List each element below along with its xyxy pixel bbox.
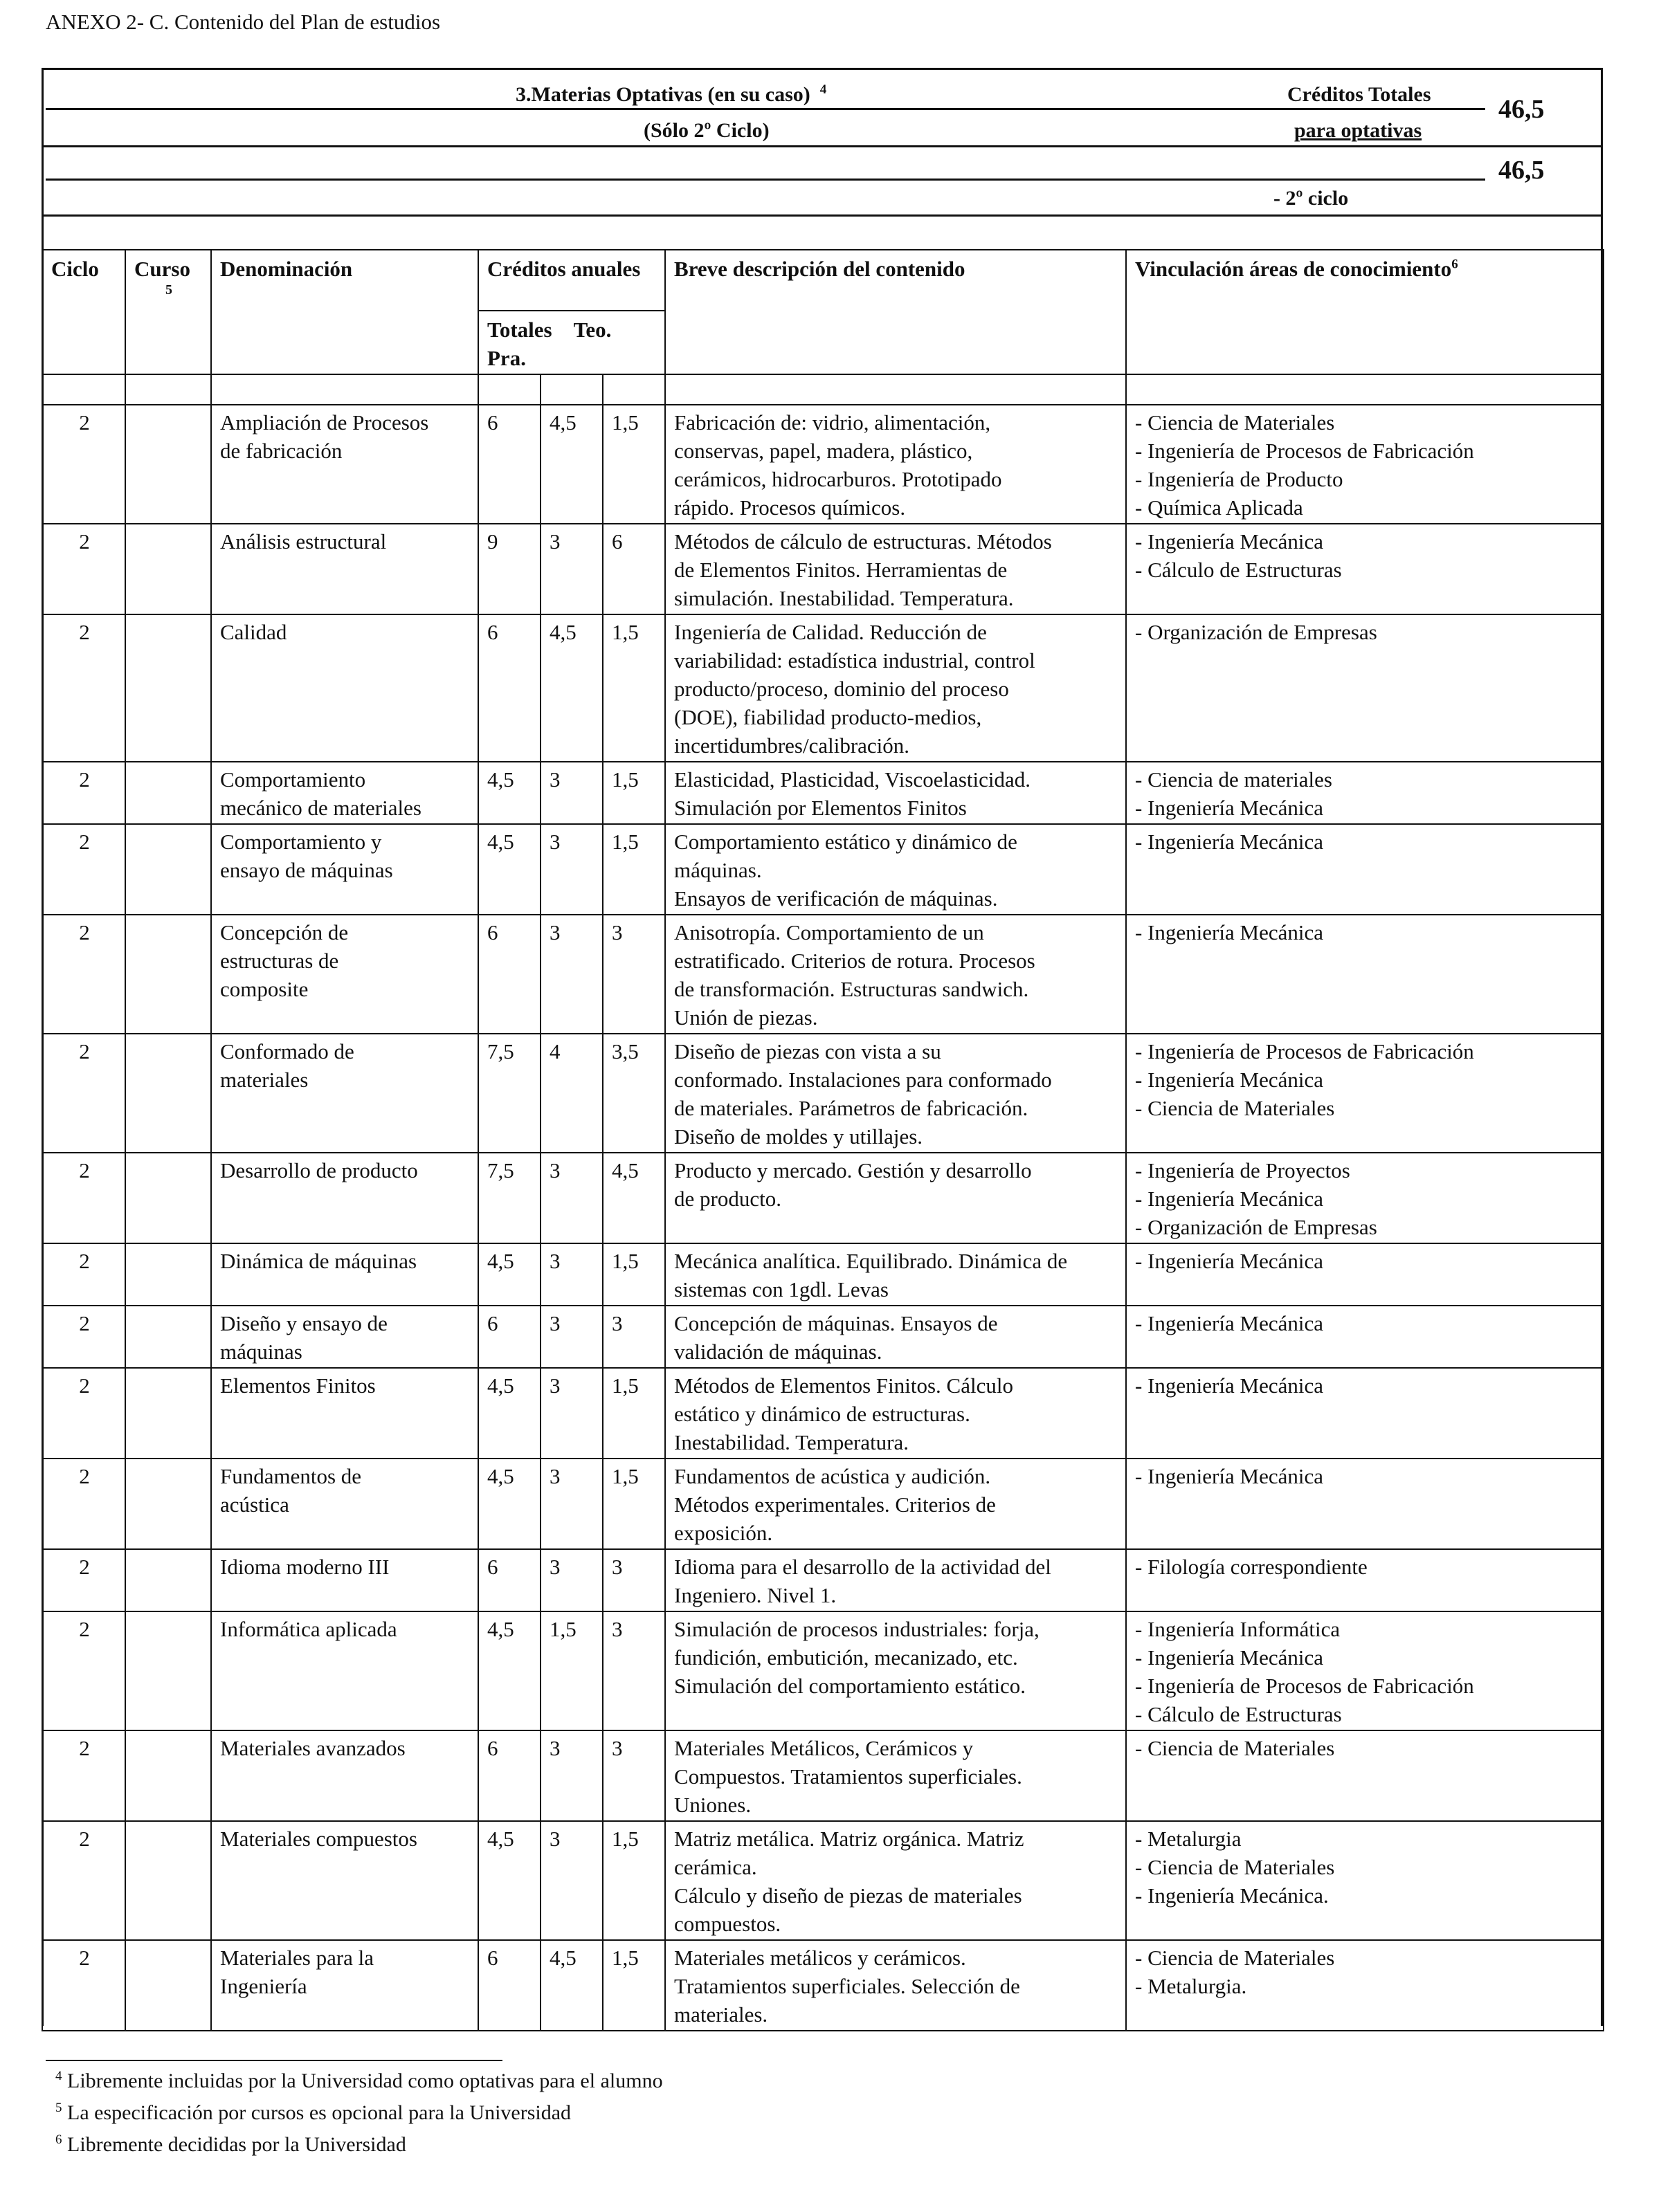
teo-cell: 3 — [541, 1459, 603, 1549]
descripcion-cell-line: producto/proceso, dominio del proceso — [674, 677, 1009, 701]
curso-cell — [125, 1611, 211, 1730]
spacer-row — [42, 374, 1604, 405]
vinculacion-cell — [1126, 614, 1604, 762]
descripcion-cell-line: máquinas. — [674, 858, 762, 882]
totales-cell: 7,5 — [478, 1153, 541, 1243]
denominacion-cell — [211, 524, 478, 614]
descripcion-cell-line: Uniones. — [674, 1793, 752, 1817]
table-row — [42, 1368, 1604, 1459]
table-row — [42, 824, 1604, 915]
descripcion-cell-line: Producto y mercado. Gestión y desarrollo — [674, 1158, 1032, 1182]
credits-label: para optativas — [1294, 119, 1422, 142]
table-row — [42, 1243, 1604, 1306]
vinculacion-cell-line: - Ingeniería de Procesos de Fabricación — [1135, 1039, 1474, 1063]
descripcion-cell — [665, 915, 1126, 1034]
descripcion-cell-line: de materiales. Parámetros de fabricación. — [674, 1096, 1028, 1120]
descripcion-cell — [665, 1730, 1126, 1821]
totales-cell: 9 — [478, 524, 541, 614]
descripcion-cell-line: fundición, embutición, mecanizado, etc. — [674, 1645, 1018, 1670]
teo-cell: 1,5 — [541, 1611, 603, 1730]
table-row — [42, 1034, 1604, 1153]
curso-cell — [125, 1368, 211, 1459]
section-title: 3.Materias Optativas (en su caso) $^4$ — [516, 82, 827, 106]
footnote-rule — [46, 2060, 502, 2061]
descripcion-cell — [665, 1611, 1126, 1730]
denominacion-cell — [211, 824, 478, 915]
credit-subheads: Totales Teo. Pra. — [478, 311, 665, 374]
totales-cell: 6 — [478, 614, 541, 762]
curso-cell — [125, 1306, 211, 1368]
denominacion-cell-line: máquinas — [220, 1340, 302, 1364]
table-row — [42, 1730, 1604, 1821]
pra-cell: 1,5 — [603, 1368, 665, 1459]
vinculacion-cell — [1126, 1459, 1604, 1549]
vinculacion-cell-line: - Ciencia de materiales — [1135, 767, 1332, 792]
descripcion-cell-line: Ensayos de verificación de máquinas. — [674, 886, 998, 911]
pra-cell: 3 — [603, 1611, 665, 1730]
vinculacion-cell-line: - Química Aplicada — [1135, 495, 1303, 520]
ciclo-cell: 2 — [42, 405, 125, 524]
curso-cell — [125, 1821, 211, 1940]
totales-cell: 6 — [478, 915, 541, 1034]
descripcion-cell-line: cerámica. — [674, 1855, 757, 1879]
ciclo-cell: 2 — [42, 1730, 125, 1821]
table-row — [42, 915, 1604, 1034]
descripcion-cell-line: Diseño de moldes y utillajes. — [674, 1124, 923, 1149]
vinculacion-cell — [1126, 824, 1604, 915]
vinculacion-cell-line: - Ingeniería Informática — [1135, 1617, 1341, 1641]
vinculacion-cell-line: - Organización de Empresas — [1135, 1215, 1377, 1239]
vinculacion-cell-line: - Ingeniería Mecánica. — [1135, 1883, 1329, 1908]
descripcion-cell-line: Métodos de Elementos Finitos. Cálculo — [674, 1373, 1013, 1398]
totales-cell: 7,5 — [478, 1034, 541, 1153]
denominacion-cell-line: Calidad — [220, 620, 287, 644]
denominacion-cell-line: Materiales avanzados — [220, 1736, 406, 1760]
denominacion-cell-line: Desarrollo de producto — [220, 1158, 418, 1182]
vinculacion-cell-line: - Ciencia de Materiales — [1135, 410, 1335, 435]
vinculacion-cell — [1126, 762, 1604, 824]
pra-cell: 1,5 — [603, 405, 665, 524]
descripcion-cell-line: Fundamentos de acústica y audición. — [674, 1464, 991, 1488]
pra-cell: 3 — [603, 1549, 665, 1611]
denominacion-cell-line: Informática aplicada — [220, 1617, 397, 1641]
descripcion-cell-line: Unión de piezas. — [674, 1005, 818, 1030]
vinculacion-cell-line: - Ingeniería Mecánica — [1135, 1373, 1323, 1398]
descripcion-cell — [665, 1153, 1126, 1243]
pra-cell: 1,5 — [603, 1821, 665, 1940]
denominacion-cell — [211, 1243, 478, 1306]
descripcion-cell — [665, 1034, 1126, 1153]
table-row — [42, 1306, 1604, 1368]
denominacion-cell-line: acústica — [220, 1492, 289, 1517]
descripcion-cell-line: de producto. — [674, 1187, 781, 1211]
credits-label: Créditos Totales — [1287, 83, 1431, 106]
descripcion-cell-line: de Elementos Finitos. Herramientas de — [674, 558, 1008, 582]
denominacion-cell-line: Materiales para la — [220, 1946, 374, 1970]
subjects-body — [42, 405, 1604, 2031]
pra-cell: 1,5 — [603, 1940, 665, 2031]
descripcion-cell-line: Materiales metálicos y cerámicos. — [674, 1946, 966, 1970]
curso-cell — [125, 762, 211, 824]
descripcion-cell-line: conformado. Instalaciones para conformado — [674, 1068, 1052, 1092]
denominacion-cell-line: Análisis estructural — [220, 529, 387, 554]
descripcion-cell-line: incertidumbres/calibración. — [674, 733, 910, 758]
teo-cell: 3 — [541, 1368, 603, 1459]
denominacion-cell-line: Diseño y ensayo de — [220, 1311, 388, 1335]
vinculacion-cell-line: - Ingeniería Mecánica — [1135, 796, 1323, 820]
vinculacion-cell — [1126, 1153, 1604, 1243]
footnote-ref: 5 — [165, 282, 172, 298]
vinculacion-cell — [1126, 1243, 1604, 1306]
totales-cell: 6 — [478, 1549, 541, 1611]
descripcion-cell — [665, 1821, 1126, 1940]
teo-cell: 3 — [541, 524, 603, 614]
table-row — [42, 1821, 1604, 1940]
vinculacion-cell-line: - Ingeniería Mecánica — [1135, 830, 1323, 854]
header-rule — [42, 214, 1603, 217]
table-row — [42, 1459, 1604, 1549]
descripcion-cell-line: Compuestos. Tratamientos superficiales. — [674, 1764, 1022, 1789]
ciclo-cell: 2 — [42, 1368, 125, 1459]
totales-cell: 4,5 — [478, 1459, 541, 1549]
vinculacion-cell — [1126, 524, 1604, 614]
curso-cell — [125, 524, 211, 614]
totales-cell: 4,5 — [478, 1243, 541, 1306]
descripcion-cell-line: variabilidad: estadística industrial, control — [674, 648, 1035, 673]
totales-cell: 4,5 — [478, 1368, 541, 1459]
descripcion-cell — [665, 524, 1126, 614]
denominacion-cell — [211, 1459, 478, 1549]
vinculacion-cell — [1126, 405, 1604, 524]
curso-cell — [125, 1034, 211, 1153]
ciclo-cell: 2 — [42, 1611, 125, 1730]
pra-cell: 3 — [603, 1730, 665, 1821]
descripcion-cell-line: sistemas con 1gdl. Levas — [674, 1277, 889, 1301]
header-rule — [46, 179, 1485, 181]
denominacion-cell-line: Comportamiento y — [220, 830, 382, 854]
teo-cell: 4,5 — [541, 614, 603, 762]
denominacion-cell — [211, 1034, 478, 1153]
curso-cell — [125, 1549, 211, 1611]
curso-cell — [125, 1153, 211, 1243]
descripcion-cell — [665, 1549, 1126, 1611]
vinculacion-cell-line: - Ingeniería Mecánica — [1135, 1311, 1323, 1335]
vinculacion-cell-line: - Ingeniería de Producto — [1135, 467, 1343, 491]
descripcion-cell — [665, 405, 1126, 524]
denominacion-cell-line: composite — [220, 977, 309, 1001]
descripcion-cell-line: materiales. — [674, 2002, 768, 2027]
vinculacion-cell-line: - Organización de Empresas — [1135, 620, 1377, 644]
totales-cell: 6 — [478, 1306, 541, 1368]
total-credits-cycle: 46,5 — [1498, 156, 1545, 185]
denominacion-cell — [211, 1368, 478, 1459]
col-descripcion: Breve descripción del contenido — [665, 250, 1126, 374]
ciclo-cell: 2 — [42, 915, 125, 1034]
descripcion-cell-line: Fabricación de: vidrio, alimentación, — [674, 410, 991, 435]
totales-cell: 6 — [478, 405, 541, 524]
vinculacion-cell-line: - Metalurgia — [1135, 1827, 1242, 1851]
denominacion-cell — [211, 1549, 478, 1611]
descripcion-cell-line: estratificado. Criterios de rotura. Procesos — [674, 949, 1035, 973]
curso-cell — [125, 915, 211, 1034]
descripcion-cell — [665, 1368, 1126, 1459]
ciclo-cell: 2 — [42, 1034, 125, 1153]
vinculacion-cell-line: - Cálculo de Estructuras — [1135, 558, 1342, 582]
descripcion-cell-line: validación de máquinas. — [674, 1340, 882, 1364]
annex-title: ANEXO 2- C. Contenido del Plan de estudios — [46, 10, 441, 34]
denominacion-cell-line: Elementos Finitos — [220, 1373, 376, 1398]
descripcion-cell-line: Idioma para el desarrollo de la actividad del — [674, 1555, 1051, 1579]
teo-cell: 3 — [541, 915, 603, 1034]
ciclo-cell: 2 — [42, 762, 125, 824]
denominacion-cell — [211, 614, 478, 762]
vinculacion-cell-line: - Cálculo de Estructuras — [1135, 1702, 1342, 1726]
denominacion-cell — [211, 1153, 478, 1243]
teo-cell: 4,5 — [541, 1940, 603, 2031]
descripcion-cell-line: Concepción de máquinas. Ensayos de — [674, 1311, 998, 1335]
curso-cell — [125, 405, 211, 524]
ciclo-cell: 2 — [42, 1821, 125, 1940]
totales-cell: 4,5 — [478, 1611, 541, 1730]
denominacion-cell-line: Materiales compuestos — [220, 1827, 417, 1851]
vinculacion-cell-line: - Ingeniería Mecánica — [1135, 1249, 1323, 1273]
total-credits: 46,5 — [1498, 95, 1545, 124]
descripcion-cell-line: Matriz metálica. Matriz orgánica. Matriz — [674, 1827, 1024, 1851]
pra-cell: 1,5 — [603, 762, 665, 824]
col-ciclo: Ciclo — [42, 250, 125, 374]
descripcion-cell — [665, 1243, 1126, 1306]
pra-cell: 1,5 — [603, 1243, 665, 1306]
descripcion-cell-line: Cálculo y diseño de piezas de materiales — [674, 1883, 1022, 1908]
denominacion-cell — [211, 1821, 478, 1940]
footnote-ref: 6 — [1451, 257, 1458, 272]
vinculacion-cell-line: - Ciencia de Materiales — [1135, 1096, 1335, 1120]
denominacion-cell-line: Fundamentos de — [220, 1464, 362, 1488]
header-rule — [46, 108, 1485, 110]
teo-cell: 3 — [541, 1243, 603, 1306]
ciclo-cell: 2 — [42, 824, 125, 915]
curso-cell — [125, 614, 211, 762]
ciclo-cell: 2 — [42, 1549, 125, 1611]
teo-cell: 4,5 — [541, 405, 603, 524]
ciclo-cell: 2 — [42, 614, 125, 762]
vinculacion-cell-line: - Ingeniería Mecánica — [1135, 1645, 1323, 1670]
totales-cell: 4,5 — [478, 762, 541, 824]
col-creditos: Créditos anuales — [478, 250, 665, 311]
descripcion-cell-line: conservas, papel, madera, plástico, — [674, 439, 973, 463]
table-row — [42, 524, 1604, 614]
descripcion-cell-line: Simulación de procesos industriales: forja, — [674, 1617, 1040, 1641]
descripcion-cell — [665, 1306, 1126, 1368]
descripcion-cell-line: (DOE), fiabilidad producto-medios, — [674, 705, 982, 729]
descripcion-cell-line: Simulación del comportamiento estático. — [674, 1674, 1026, 1698]
vinculacion-cell — [1126, 1940, 1604, 2031]
totales-cell: 4,5 — [478, 824, 541, 915]
footnote: $^4$ Libremente incluidas por la Universidad como optativas para el alumno — [55, 2069, 663, 2092]
curso-cell — [125, 1730, 211, 1821]
descripcion-cell — [665, 1940, 1126, 2031]
teo-cell: 3 — [541, 1153, 603, 1243]
header-rule — [42, 145, 1603, 147]
vinculacion-cell — [1126, 1034, 1604, 1153]
ciclo-cell: 2 — [42, 1153, 125, 1243]
pra-cell: 3 — [603, 1306, 665, 1368]
teo-cell: 3 — [541, 1821, 603, 1940]
table-row — [42, 1549, 1604, 1611]
denominacion-cell — [211, 1306, 478, 1368]
descripcion-cell-line: Diseño de piezas con vista a su — [674, 1039, 941, 1063]
denominacion-cell-line: de fabricación — [220, 439, 343, 463]
cycle-label: - 2º ciclo — [1273, 187, 1349, 210]
denominacion-cell-line: Concepción de — [220, 920, 349, 944]
vinculacion-cell-line: - Ingeniería Mecánica — [1135, 920, 1323, 944]
teo-cell: 3 — [541, 1730, 603, 1821]
denominacion-cell — [211, 1611, 478, 1730]
curso-cell — [125, 1940, 211, 2031]
vinculacion-cell-line: - Ingeniería Mecánica — [1135, 529, 1323, 554]
pra-cell: 4,5 — [603, 1153, 665, 1243]
pra-cell: 6 — [603, 524, 665, 614]
footnote: $^5$ La especificación por cursos es opcional para la Universidad — [55, 2101, 572, 2124]
pra-cell: 3 — [603, 915, 665, 1034]
teo-cell: 3 — [541, 762, 603, 824]
vinculacion-cell-line: - Ingeniería Mecánica — [1135, 1068, 1323, 1092]
descripcion-cell-line: simulación. Inestabilidad. Temperatura. — [674, 586, 1014, 610]
vinculacion-cell-line: - Ingeniería de Procesos de Fabricación — [1135, 439, 1474, 463]
teo-cell: 3 — [541, 1306, 603, 1368]
vinculacion-cell — [1126, 1821, 1604, 1940]
cycle-note: (Sólo 2º Ciclo) — [644, 119, 770, 142]
descripcion-cell-line: Comportamiento estático y dinámico de — [674, 830, 1017, 854]
curso-cell — [125, 824, 211, 915]
descripcion-cell-line: Métodos de cálculo de estructuras. Métodos — [674, 529, 1052, 554]
denominacion-cell-line: Dinámica de máquinas — [220, 1249, 417, 1273]
ciclo-cell: 2 — [42, 524, 125, 614]
footnote: $^6$ Libremente decididas por la Universidad — [55, 2132, 406, 2156]
denominacion-cell — [211, 1730, 478, 1821]
pra-cell: 3,5 — [603, 1034, 665, 1153]
denominacion-cell-line: Ingeniería — [220, 1974, 307, 1998]
totales-cell: 4,5 — [478, 1821, 541, 1940]
descripcion-cell-line: rápido. Procesos químicos. — [674, 495, 906, 520]
ciclo-cell: 2 — [42, 1459, 125, 1549]
denominacion-cell-line: Conformado de — [220, 1039, 354, 1063]
denominacion-cell — [211, 405, 478, 524]
table-row — [42, 1153, 1604, 1243]
vinculacion-cell-line: - Ingeniería de Procesos de Fabricación — [1135, 1674, 1474, 1698]
denominacion-cell-line: Comportamiento — [220, 767, 366, 792]
curso-cell — [125, 1243, 211, 1306]
ciclo-cell: 2 — [42, 1306, 125, 1368]
col-curso: Curso 5 — [125, 250, 211, 374]
header-rule — [42, 68, 1603, 70]
descripcion-cell-line: Anisotropía. Comportamiento de un — [674, 920, 984, 944]
subjects-table — [42, 249, 1604, 2031]
denominacion-cell-line: Ampliación de Procesos — [220, 410, 429, 435]
teo-cell: 3 — [541, 824, 603, 915]
curso-cell — [125, 1459, 211, 1549]
descripcion-cell-line: exposición. — [674, 1521, 773, 1545]
vinculacion-cell-line: - Ingeniería Mecánica — [1135, 1187, 1323, 1211]
descripcion-cell-line: Elasticidad, Plasticidad, Viscoelasticidad. — [674, 767, 1031, 792]
vinculacion-cell — [1126, 1611, 1604, 1730]
denominacion-cell — [211, 915, 478, 1034]
vinculacion-cell-line: - Metalurgia. — [1135, 1974, 1247, 1998]
descripcion-cell — [665, 614, 1126, 762]
descripcion-cell-line: de transformación. Estructuras sandwich. — [674, 977, 1029, 1001]
teo-cell: 3 — [541, 1549, 603, 1611]
descripcion-cell-line: Ingeniero. Nivel 1. — [674, 1583, 837, 1607]
descripcion-cell-line: Materiales Metálicos, Cerámicos y — [674, 1736, 974, 1760]
ciclo-cell: 2 — [42, 1243, 125, 1306]
pra-cell: 1,5 — [603, 824, 665, 915]
totales-cell: 6 — [478, 1940, 541, 2031]
descripcion-cell-line: compuestos. — [674, 1912, 781, 1936]
teo-cell: 4 — [541, 1034, 603, 1153]
vinculacion-cell-line: - Ciencia de Materiales — [1135, 1946, 1335, 1970]
denominacion-cell — [211, 1940, 478, 2031]
descripcion-cell — [665, 1459, 1126, 1549]
denominacion-cell — [211, 762, 478, 824]
vinculacion-cell — [1126, 1730, 1604, 1821]
descripcion-cell-line: Ingeniería de Calidad. Reducción de — [674, 620, 987, 644]
table-row — [42, 762, 1604, 824]
descripcion-cell — [665, 824, 1126, 915]
vinculacion-cell-line: - Filología correspondiente — [1135, 1555, 1368, 1579]
descripcion-cell-line: Mecánica analítica. Equilibrado. Dinámica de — [674, 1249, 1068, 1273]
descripcion-cell-line: estático y dinámico de estructuras. — [674, 1402, 970, 1426]
ciclo-cell: 2 — [42, 1940, 125, 2031]
pra-cell: 1,5 — [603, 1459, 665, 1549]
vinculacion-cell-line: - Ciencia de Materiales — [1135, 1736, 1335, 1760]
vinculacion-cell-line: - Ciencia de Materiales — [1135, 1855, 1335, 1879]
denominacion-cell-line: mecánico de materiales — [220, 796, 421, 820]
descripcion-cell-line: Métodos experimentales. Criterios de — [674, 1492, 996, 1517]
descripcion-cell-line: Inestabilidad. Temperatura. — [674, 1430, 909, 1454]
vinculacion-cell — [1126, 915, 1604, 1034]
denominacion-cell-line: materiales — [220, 1068, 309, 1092]
descripcion-cell — [665, 762, 1126, 824]
footnote-ref: 4 — [819, 82, 827, 97]
col-vinculacion: Vinculación áreas de conocimiento$^6$ — [1126, 250, 1604, 374]
table-row — [42, 1611, 1604, 1730]
denominacion-cell-line: ensayo de máquinas — [220, 858, 393, 882]
denominacion-cell-line: estructuras de — [220, 949, 339, 973]
col-denominacion: Denominación — [211, 250, 478, 374]
denominacion-cell-line: Idioma moderno III — [220, 1555, 390, 1579]
vinculacion-cell — [1126, 1549, 1604, 1611]
pra-cell: 1,5 — [603, 614, 665, 762]
descripcion-cell-line: Simulación por Elementos Finitos — [674, 796, 967, 820]
vinculacion-cell-line: - Ingeniería de Proyectos — [1135, 1158, 1350, 1182]
table-row — [42, 1940, 1604, 2031]
descripcion-cell-line: cerámicos, hidrocarburos. Prototipado — [674, 467, 1002, 491]
vinculacion-cell — [1126, 1306, 1604, 1368]
vinculacion-cell-line: - Ingeniería Mecánica — [1135, 1464, 1323, 1488]
totales-cell: 6 — [478, 1730, 541, 1821]
descripcion-cell-line: Tratamientos superficiales. Selección de — [674, 1974, 1020, 1998]
table-row — [42, 614, 1604, 762]
vinculacion-cell — [1126, 1368, 1604, 1459]
table-row — [42, 405, 1604, 524]
